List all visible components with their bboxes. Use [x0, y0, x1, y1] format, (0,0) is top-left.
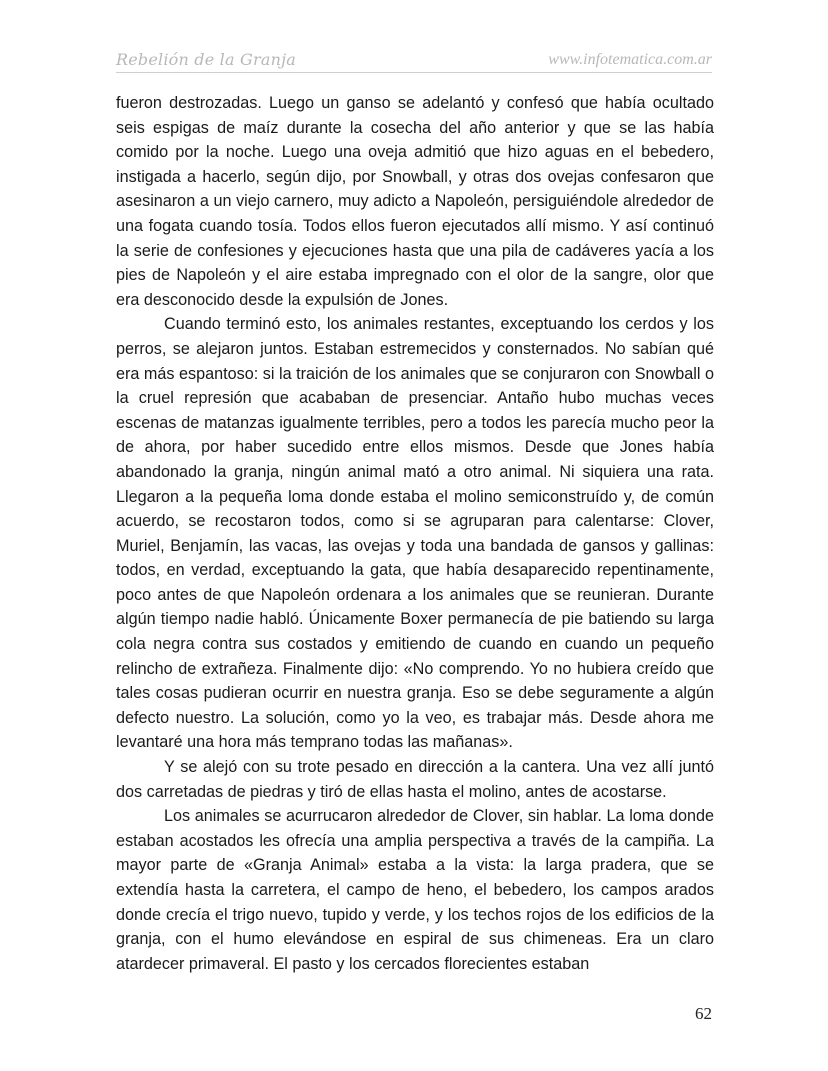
- header-divider: [116, 72, 712, 73]
- paragraph-continuation: fueron destrozadas. Luego un ganso se adelantó y confesó que había ocultado seis espigas de maíz durante la cosecha del año anterior y que se las había comido por la noche. Luego una oveja admitió que hizo aguas en el bebedero, instigada a hacerlo, según dijo, por Snowball, y otras dos ovejas confesaron que asesinaron a un viejo carnero, muy adicto a Napoleón, persiguiéndole alrededor de una fogata cuando tosía. Todos ellos fueron ejecutados allí mismo. Y así continuó la serie de confesiones y ejecuciones hasta que una pila de cadáveres yacía a los pies de Napoleón y el aire estaba impregnado con el olor de la sangre, olor que era desconocido desde la expulsión de Jones.: [116, 94, 714, 309]
- paragraph: Cuando terminó esto, los animales restantes, exceptuando los cerdos y los perros, se alejaron juntos. Estaban estremecidos y consternados. No sabían qué era más espantoso: si la traición de los animales que se conjuraron con Snowball o la cruel represión que acababan de presenciar. Antaño hubo muchas veces escenas de matanzas igualmente terribles, pero a todos les parecía mucho peor la de ahora, por haber sucedido entre ellos mismos. Desde que Jones había abandonado la granja, ningún animal mató a otro animal. Ni siquiera una rata. Llegaron a la pequeña loma donde estaba el molino semiconstruído y, de común acuerdo, se recostaron todos, como si se agruparan para calentarse: Clover, Muriel, Benjamín, las vacas, las ovejas y toda una bandada de gansos y gallinas: todos, en verdad, exceptuando la gata, que había desaparecido repentinamente, poco antes de que Napoleón ordenara a los animales que se reunieran. Durante algún tiempo nadie habló. Únicamente Boxer permanecía de pie batiendo su larga cola negra contra sus costados y emitiendo de cuando en cuando un pequeño relincho de extrañeza. Finalmente dijo: «No comprendo. Yo no hubiera creído que tales cosas pudieran ocurrir en nuestra granja. Eso se debe seguramente a algún defecto nuestro. La solución, como yo la veo, es trabajar más. Desde ahora me levantaré una hora más temprano todas las mañanas».: [116, 315, 714, 752]
- page-header: [116, 46, 712, 74]
- book-title: Rebelión de la Granja: [116, 50, 296, 69]
- paragraph: Los animales se acurrucaron alrededor de Clover, sin hablar. La loma donde estaban acostados les ofrecía una amplia perspectiva a través de la campiña. La mayor parte de «Granja Animal» estaba a la vista: la larga pradera, que se extendía hasta la carretera, el campo de heno, el bebedero, los campos arados donde crecía el trigo nuevo, tupido y verde, y los techos rojos de los edificios de la granja, con el humo elevándose en espiral de sus chimeneas. Era un claro atardecer primaveral. El pasto y los cercados florecientes estaban: [116, 807, 714, 973]
- website-url: www.infotematica.com.ar: [548, 51, 712, 68]
- page-number: 62: [695, 1004, 712, 1023]
- paragraph: Y se alejó con su trote pesado en dirección a la cantera. Una vez allí juntó dos carretadas de piedras y tiró de ellas hasta el molino, antes de acostarse.: [116, 758, 714, 801]
- page-body: [116, 91, 714, 976]
